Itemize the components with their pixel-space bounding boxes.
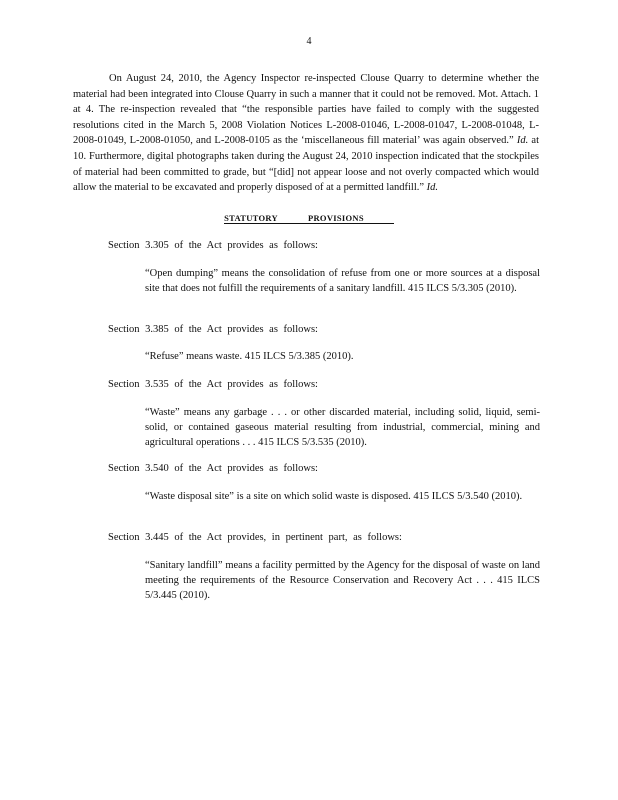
definition-waste: “Waste” means any garbage . . . or other discarded material, including solid, liquid, semi-solid, or contained gaseous material resulting from industrial, commercial, mining and agricultural operations . . . 415 ILCS 5/3.535 (2010). [145, 407, 540, 449]
definition-refuse: “Refuse” means waste. 415 ILCS 5/3.385 (2010). [145, 351, 354, 362]
section-intro-3385: Section 3.385 of the Act provides as follows: [108, 324, 318, 335]
citation-id-1: Id. [516, 135, 529, 147]
section-intro-3305: Section 3.305 of the Act provides as follows: [108, 240, 318, 251]
definition-waste-disposal-site: “Waste disposal site” is a site on which solid waste is disposed. 415 ILCS 5/3.540 (2010). [145, 491, 523, 502]
definition-sanitary-landfill: “Sanitary landfill” means a facility permitted by the Agency for the disposal of waste on land meeting the requirements of the Resource Conservation and Recovery Act . . . 415 ILCS 5/3.445 (2010). [145, 560, 540, 602]
definition-open-dumping: “Open dumping” means the consolidation of refuse from one or more sources at a disposal site that does not fulfill the requirements of a sanitary landfill. 415 ILCS 5/3.305 (2010). [145, 268, 540, 295]
page-number: 4 [306, 36, 312, 47]
section-intro-3540: Section 3.540 of the Act provides as follows: [108, 463, 318, 474]
section-intro-3535: Section 3.535 of the Act provides as follows: [108, 379, 318, 390]
section-intro-3445: Section 3.445 of the Act provides, in pertinent part, as follows: [108, 532, 402, 543]
heading-word-provisions: PROVISIONS [308, 213, 394, 224]
section-heading [0, 213, 618, 224]
citation-id-2: Id. [426, 182, 439, 194]
intro-text-part-2: at 10. Furthermore, digital photographs taken during the August 24, 2010 inspection indicated that the stockpiles of material had been committed to grade, but “[did] not appear loose and not overly compacted which would allow the material to be excavated and properly disposed of at a permitted landfill.” [73, 135, 539, 194]
intro-paragraph [73, 71, 539, 196]
intro-text-part-1: On August 24, 2010, the Agency Inspector re-inspected Clouse Quarry to determine whether the material had been integrated into Clouse Quarry in such a manner that it could not be removed. Mot. Attach. 1 at 4. The re-inspection revealed that “the responsible parties have failed to comply with the suggested resolutions cited in the March 5, 2008 Violation Notices L-2008-01046, L-2008-01047, L-2008-01048, L-2008-01049, L-2008-01050, and L-2008-0105 as the ‘miscellaneous fill material’ was again observed.” [73, 73, 539, 147]
heading-word-statutory: STATUTORY [224, 213, 308, 224]
